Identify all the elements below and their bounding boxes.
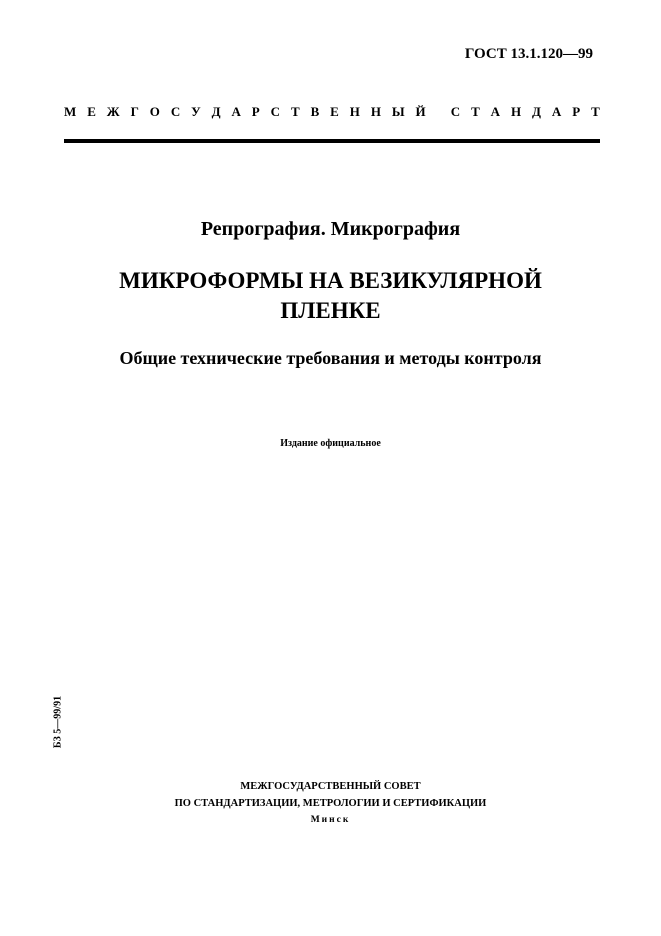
document-subtitle: Общие технические требования и методы контроля — [119, 348, 542, 368]
series-title: Репрография. Микрография — [200, 218, 461, 240]
banner-letter: Р — [251, 104, 260, 119]
banner-letter: Т — [591, 104, 600, 119]
banner-letter: Е — [330, 104, 339, 119]
banner-letter: Т — [471, 104, 480, 119]
banner-letter: С — [270, 104, 281, 119]
publisher-block — [0, 778, 661, 829]
side-code: БЗ 5—99/91 — [52, 695, 64, 749]
banner-letter: А — [490, 104, 501, 119]
banner-letter: Н — [370, 104, 381, 119]
banner-letter: Ы — [391, 104, 405, 119]
banner-letter: О — [149, 104, 160, 119]
banner-letter: Р — [572, 104, 581, 119]
publisher-line-2: ПО СТАНДАРТИЗАЦИИ, МЕТРОЛОГИИ И СЕРТИФИКАЦИИ — [174, 798, 487, 809]
banner-letter: Е — [87, 104, 96, 119]
main-title: МИКРОФОРМЫ НА ВЕЗИКУЛЯРНОЙ ПЛЕНКЕ — [119, 268, 542, 323]
banner-letter: Д — [211, 104, 221, 119]
banner-letter: Й — [415, 104, 426, 119]
standard-code: ГОСТ 13.1.120—99 — [464, 46, 593, 62]
header-rule — [64, 139, 600, 143]
banner-letter: А — [231, 104, 241, 119]
banner-letter: Н — [349, 104, 360, 119]
banner-letter: Д — [532, 104, 541, 119]
banner-letter: Г — [130, 104, 139, 119]
banner-letter: М — [64, 104, 77, 119]
publisher-line-1: МЕЖГОСУДАРСТВЕННЫЙ СОВЕТ — [240, 781, 421, 792]
banner-letter: Т — [290, 104, 300, 119]
interstate-standard-banner — [64, 104, 600, 120]
banner-letter: В — [310, 104, 320, 119]
banner-letter: С — [170, 104, 181, 119]
banner-letter — [437, 104, 440, 120]
banner-letter: Ж — [106, 104, 120, 119]
banner-letter: У — [191, 104, 201, 119]
publisher-city: Минск — [310, 815, 351, 825]
banner-letter: С — [450, 104, 461, 119]
banner-letter: Н — [510, 104, 522, 119]
banner-letter: А — [551, 104, 562, 119]
edition-note: Издание официальное — [280, 438, 381, 449]
